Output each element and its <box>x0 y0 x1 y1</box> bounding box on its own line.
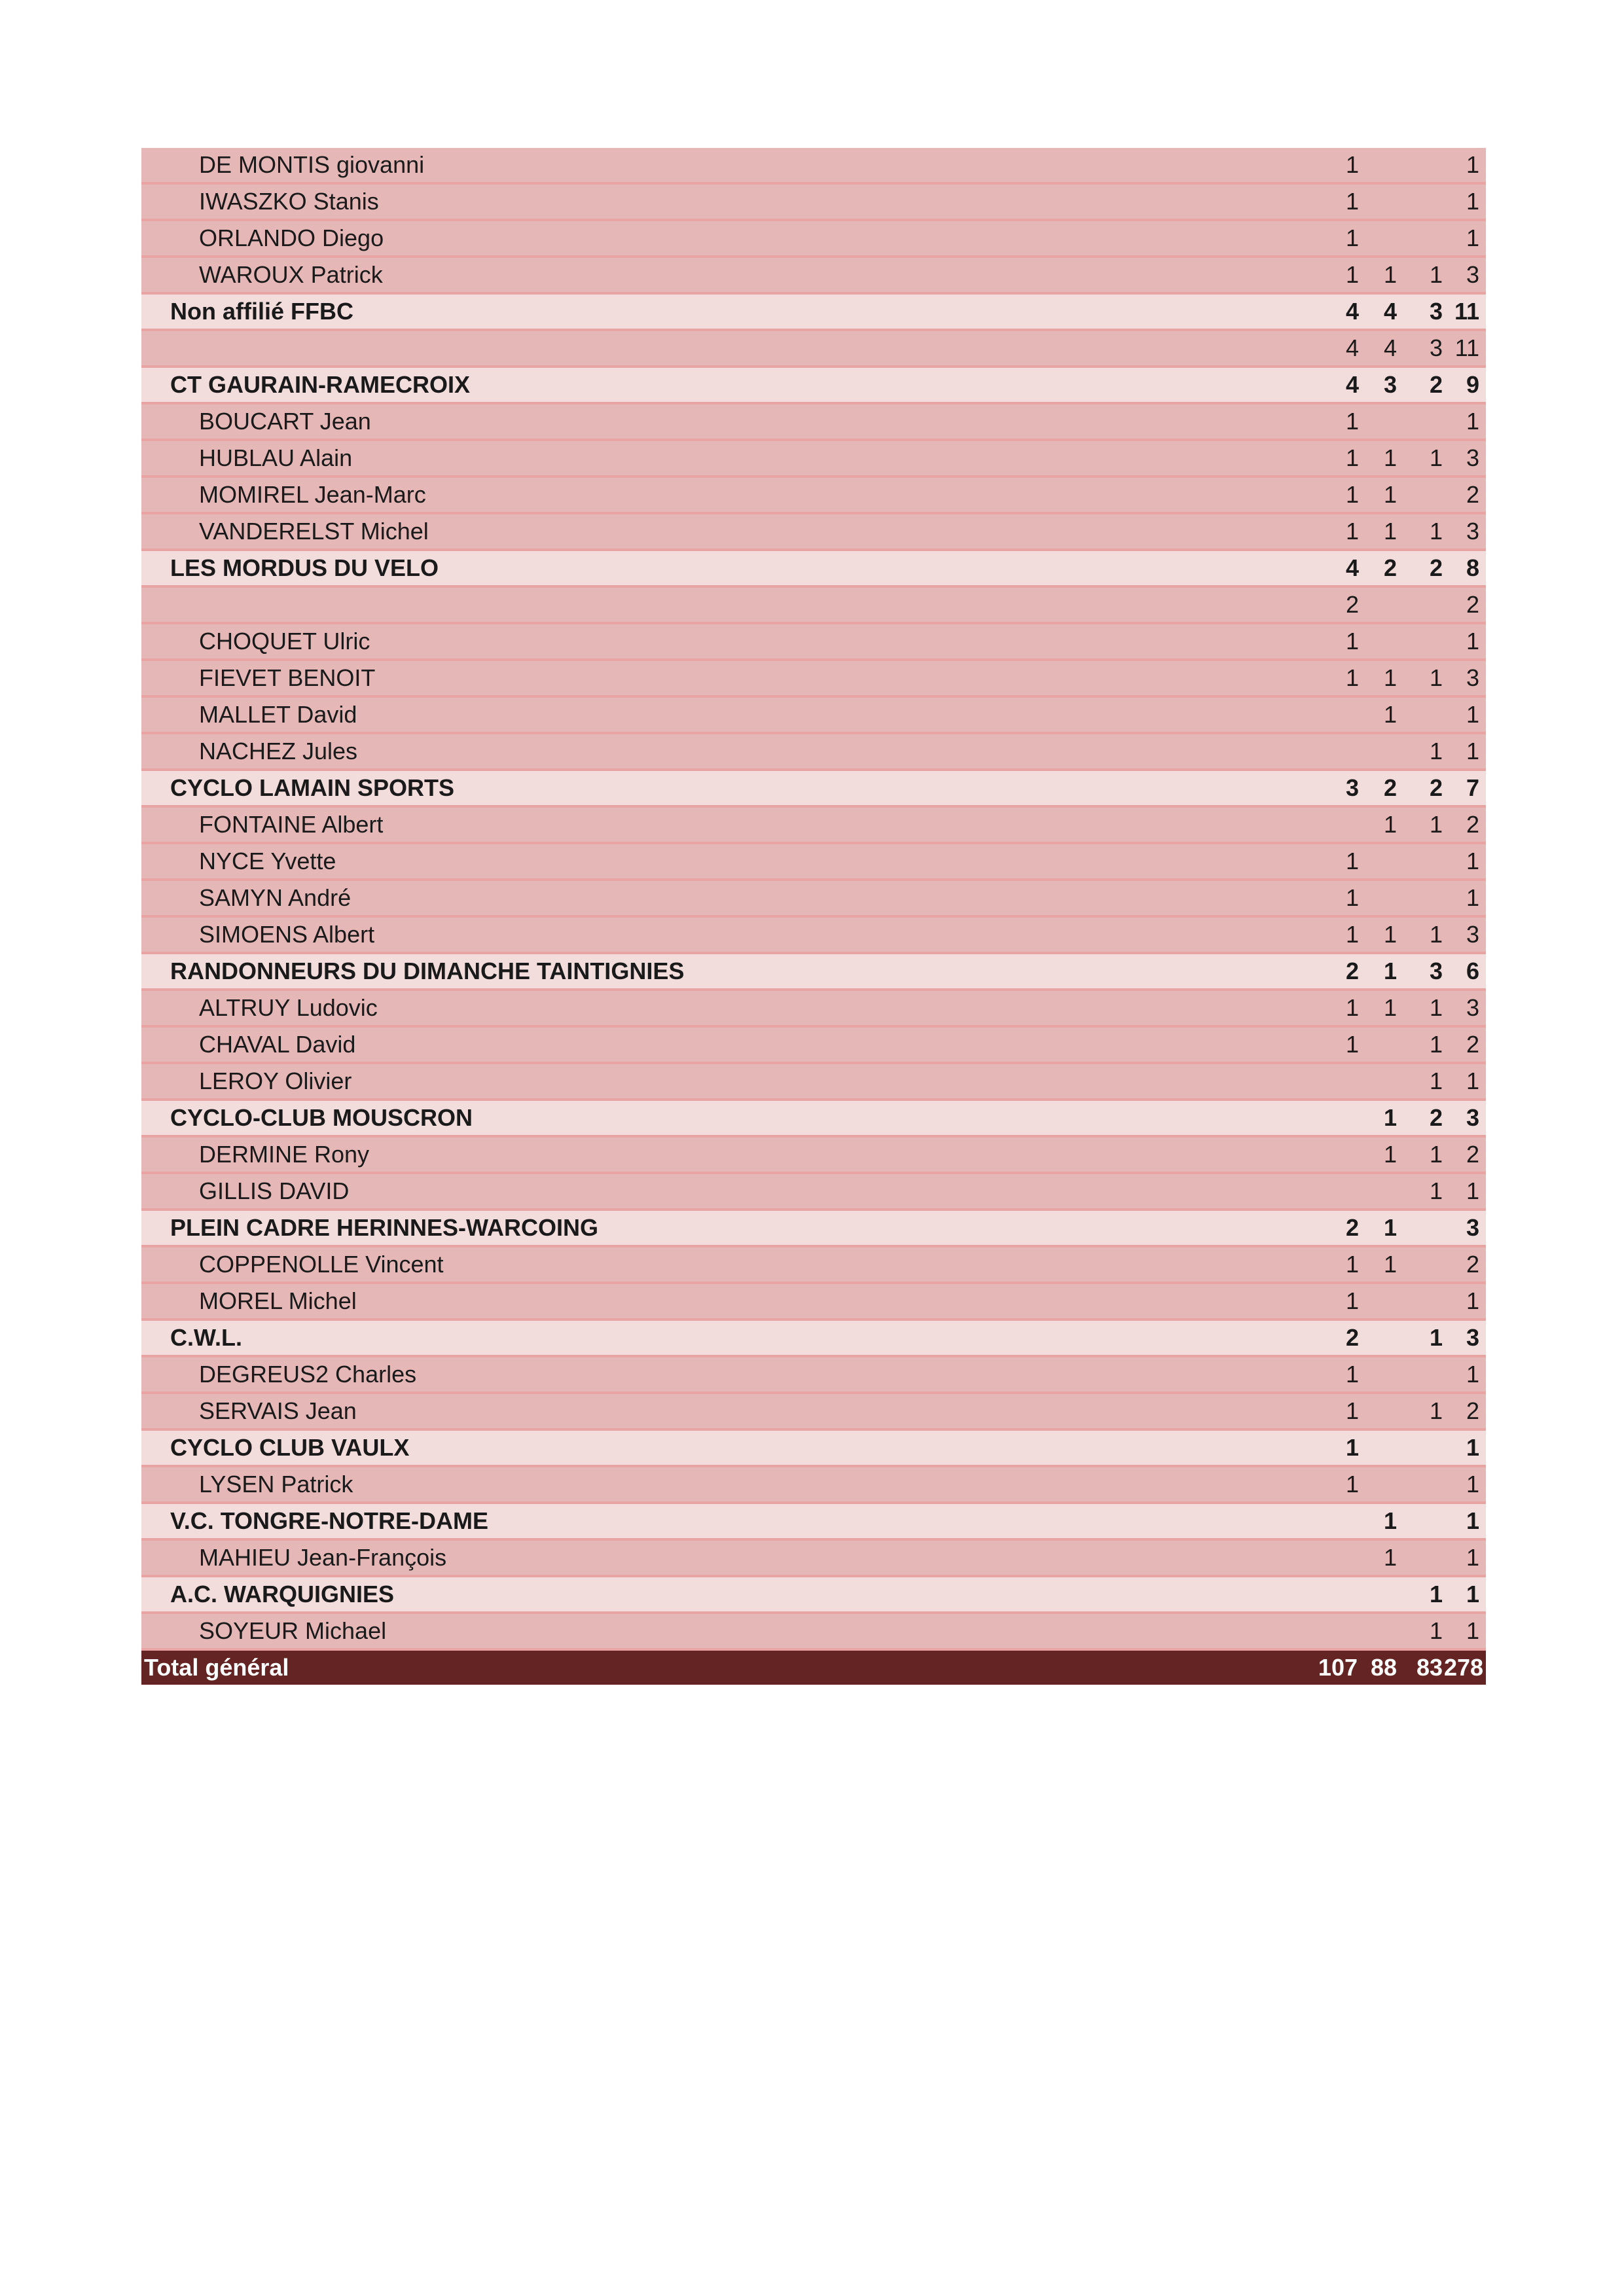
person-row <box>141 844 1486 881</box>
row-name: LYSEN Patrick <box>199 1471 353 1498</box>
club-row <box>141 1101 1486 1138</box>
row-col2: 1 <box>1383 994 1397 1021</box>
row-col3: 1 <box>1429 1067 1443 1094</box>
row-name: CHAVAL David <box>199 1031 356 1058</box>
row-name: CYCLO CLUB VAULX <box>170 1434 410 1461</box>
row-name: FIEVET BENOIT <box>199 664 376 691</box>
row-total: 11 <box>1454 334 1479 361</box>
row-total: 3 <box>1466 1104 1479 1131</box>
row-total: 3 <box>1466 518 1479 545</box>
person-row <box>141 1028 1486 1064</box>
row-name: ALTRUY Ludovic <box>199 994 378 1021</box>
row-total: 1 <box>1466 1471 1479 1498</box>
row-col1: 1 <box>1345 408 1359 435</box>
row-total: 2 <box>1466 1251 1479 1278</box>
club-row <box>141 1211 1486 1247</box>
club-row <box>141 551 1486 588</box>
person-row <box>141 698 1486 734</box>
row-total: 1 <box>1466 1581 1479 1607</box>
row-total: 9 <box>1466 371 1479 398</box>
grand-total-row <box>141 1651 1486 1685</box>
row-total: 1 <box>1466 848 1479 874</box>
person-row <box>141 1541 1486 1577</box>
row-col1: 1 <box>1345 884 1359 911</box>
row-name: C.W.L. <box>170 1324 242 1351</box>
row-total: 1 <box>1466 1434 1479 1461</box>
row-col2: 4 <box>1383 334 1397 361</box>
row-col1: 1 <box>1345 481 1359 508</box>
row-col2: 3 <box>1383 371 1397 398</box>
row-total: 3 <box>1466 921 1479 948</box>
row-name: FONTAINE Albert <box>199 811 384 838</box>
grand-total-col2: 88 <box>1370 1654 1397 1681</box>
row-col2: 2 <box>1383 774 1397 801</box>
row-col3: 3 <box>1429 958 1443 984</box>
person-row <box>141 734 1486 771</box>
row-col3: 1 <box>1429 1141 1443 1168</box>
row-name: DERMINE Rony <box>199 1141 370 1168</box>
club-row <box>141 1504 1486 1541</box>
row-col3: 1 <box>1429 738 1443 764</box>
person-row <box>141 881 1486 918</box>
row-col2: 4 <box>1383 298 1397 325</box>
row-name: NYCE Yvette <box>199 848 336 874</box>
person-row <box>141 1394 1486 1431</box>
row-col3: 1 <box>1429 444 1443 471</box>
person-row <box>141 258 1486 295</box>
row-col1: 3 <box>1345 774 1359 801</box>
club-row <box>141 954 1486 991</box>
row-col2: 2 <box>1383 554 1397 581</box>
row-col2: 1 <box>1383 1544 1397 1571</box>
row-col1: 1 <box>1345 444 1359 471</box>
row-total: 1 <box>1466 188 1479 215</box>
row-col1: 1 <box>1345 1361 1359 1388</box>
row-total: 1 <box>1466 151 1479 178</box>
blank-subtotal-row <box>141 588 1486 624</box>
person-row <box>141 1467 1486 1504</box>
row-name: BOUCART Jean <box>199 408 371 435</box>
row-name: MOREL Michel <box>199 1287 357 1314</box>
row-col3: 1 <box>1429 921 1443 948</box>
row-name: MAHIEU Jean-François <box>199 1544 447 1571</box>
blank-subtotal-row <box>141 331 1486 368</box>
row-col2: 1 <box>1383 1104 1397 1131</box>
row-col3: 1 <box>1429 1031 1443 1058</box>
row-name: CYCLO LAMAIN SPORTS <box>170 774 455 801</box>
person-row <box>141 808 1486 844</box>
row-total: 1 <box>1466 628 1479 655</box>
row-total: 2 <box>1466 481 1479 508</box>
club-row <box>141 771 1486 808</box>
person-row <box>141 148 1486 185</box>
row-total: 2 <box>1466 1141 1479 1168</box>
row-name: Non affilié FFBC <box>170 298 353 325</box>
row-total: 1 <box>1466 1067 1479 1094</box>
row-total: 2 <box>1466 591 1479 618</box>
row-col1: 1 <box>1345 188 1359 215</box>
row-col1: 2 <box>1345 1214 1359 1241</box>
row-col2: 1 <box>1383 701 1397 728</box>
row-total: 1 <box>1466 884 1479 911</box>
row-col3: 1 <box>1429 1581 1443 1607</box>
row-total: 1 <box>1466 1507 1479 1534</box>
row-col2: 1 <box>1383 1251 1397 1278</box>
club-row <box>141 1577 1486 1614</box>
row-name: SOYEUR Michael <box>199 1617 387 1644</box>
club-row <box>141 1431 1486 1467</box>
row-total: 3 <box>1466 1214 1479 1241</box>
row-name: WAROUX Patrick <box>199 261 383 288</box>
row-name: CT GAURAIN-RAMECROIX <box>170 371 470 398</box>
row-col1: 1 <box>1345 921 1359 948</box>
person-row <box>141 624 1486 661</box>
row-col2: 1 <box>1383 921 1397 948</box>
row-name: CYCLO-CLUB MOUSCRON <box>170 1104 473 1131</box>
grand-total-col3: 83 <box>1416 1654 1443 1681</box>
row-name: HUBLAU Alain <box>199 444 353 471</box>
row-total: 1 <box>1466 738 1479 764</box>
club-row <box>141 368 1486 404</box>
row-total: 8 <box>1466 554 1479 581</box>
person-row <box>141 991 1486 1028</box>
row-total: 2 <box>1466 1031 1479 1058</box>
person-row <box>141 1247 1486 1284</box>
row-col1: 1 <box>1345 1471 1359 1498</box>
row-col3: 1 <box>1429 811 1443 838</box>
row-name: GILLIS DAVID <box>199 1177 350 1204</box>
row-name: LES MORDUS DU VELO <box>170 554 439 581</box>
person-row <box>141 514 1486 551</box>
row-col3: 2 <box>1429 1104 1443 1131</box>
row-name: MOMIREL Jean-Marc <box>199 481 426 508</box>
grand-total-col1: 107 <box>1318 1654 1358 1681</box>
row-col3: 2 <box>1429 554 1443 581</box>
row-col2: 1 <box>1383 444 1397 471</box>
row-col2: 1 <box>1383 481 1397 508</box>
row-total: 1 <box>1466 1544 1479 1571</box>
row-col1: 1 <box>1345 224 1359 251</box>
row-name: LEROY Olivier <box>199 1067 352 1094</box>
row-name: COPPENOLLE Vincent <box>199 1251 444 1278</box>
row-total: 1 <box>1466 1361 1479 1388</box>
row-col2: 1 <box>1383 1214 1397 1241</box>
row-total: 3 <box>1466 1324 1479 1351</box>
row-col3: 2 <box>1429 371 1443 398</box>
row-col1: 1 <box>1345 628 1359 655</box>
row-col1: 2 <box>1345 591 1359 618</box>
person-row <box>141 1064 1486 1101</box>
row-name: NACHEZ Jules <box>199 738 358 764</box>
row-col3: 1 <box>1429 1617 1443 1644</box>
row-col1: 4 <box>1345 371 1359 398</box>
row-col2: 1 <box>1383 1507 1397 1534</box>
club-row <box>141 1321 1486 1357</box>
row-col1: 4 <box>1345 298 1359 325</box>
person-row <box>141 661 1486 698</box>
row-col1: 1 <box>1345 1031 1359 1058</box>
row-col1: 4 <box>1345 334 1359 361</box>
row-col3: 1 <box>1429 261 1443 288</box>
person-row <box>141 441 1486 478</box>
row-name: PLEIN CADRE HERINNES-WARCOING <box>170 1214 599 1241</box>
row-total: 11 <box>1454 298 1479 325</box>
row-col1: 4 <box>1345 554 1359 581</box>
row-total: 3 <box>1466 994 1479 1021</box>
club-row <box>141 295 1486 331</box>
row-col1: 1 <box>1345 1287 1359 1314</box>
person-row <box>141 478 1486 514</box>
person-row <box>141 185 1486 221</box>
row-total: 1 <box>1466 701 1479 728</box>
row-col1: 1 <box>1345 994 1359 1021</box>
grand-total-sum: 278 <box>1444 1654 1484 1681</box>
row-col1: 2 <box>1345 958 1359 984</box>
row-col2: 1 <box>1383 261 1397 288</box>
row-name: V.C. TONGRE-NOTRE-DAME <box>170 1507 489 1534</box>
row-name: SIMOENS Albert <box>199 921 375 948</box>
row-name: SERVAIS Jean <box>199 1397 357 1424</box>
person-row <box>141 221 1486 258</box>
row-col3: 1 <box>1429 1324 1443 1351</box>
person-row <box>141 1357 1486 1394</box>
row-total: 3 <box>1466 261 1479 288</box>
row-col1: 1 <box>1345 664 1359 691</box>
row-name: RANDONNEURS DU DIMANCHE TAINTIGNIES <box>170 958 685 984</box>
row-col2: 1 <box>1383 811 1397 838</box>
row-total: 2 <box>1466 811 1479 838</box>
row-col2: 1 <box>1383 518 1397 545</box>
row-col3: 3 <box>1429 298 1443 325</box>
row-name: ORLANDO Diego <box>199 224 384 251</box>
row-name: IWASZKO Stanis <box>199 188 379 215</box>
row-col1: 1 <box>1345 1434 1359 1461</box>
person-row <box>141 1614 1486 1651</box>
row-col2: 1 <box>1383 1141 1397 1168</box>
row-name: SAMYN André <box>199 884 352 911</box>
row-name: A.C. WARQUIGNIES <box>170 1581 395 1607</box>
row-total: 2 <box>1466 1397 1479 1424</box>
row-col3: 2 <box>1429 774 1443 801</box>
person-row <box>141 1174 1486 1211</box>
row-col1: 1 <box>1345 151 1359 178</box>
row-col3: 1 <box>1429 1177 1443 1204</box>
person-row <box>141 1284 1486 1321</box>
row-col2: 1 <box>1383 664 1397 691</box>
row-total: 1 <box>1466 224 1479 251</box>
row-name: DE MONTIS giovanni <box>199 151 425 178</box>
table-body <box>141 148 1486 1651</box>
row-col2: 1 <box>1383 958 1397 984</box>
row-name: MALLET David <box>199 701 357 728</box>
row-name: DEGREUS2 Charles <box>199 1361 417 1388</box>
row-total: 1 <box>1466 1617 1479 1644</box>
row-total: 3 <box>1466 444 1479 471</box>
person-row <box>141 1138 1486 1174</box>
person-row <box>141 918 1486 954</box>
row-name: VANDERELST Michel <box>199 518 429 545</box>
row-col1: 1 <box>1345 1397 1359 1424</box>
grand-total-label: Total général <box>144 1654 289 1681</box>
row-total: 1 <box>1466 1287 1479 1314</box>
row-col1: 1 <box>1345 261 1359 288</box>
row-col1: 2 <box>1345 1324 1359 1351</box>
row-col1: 1 <box>1345 848 1359 874</box>
row-col1: 1 <box>1345 518 1359 545</box>
row-total: 7 <box>1466 774 1479 801</box>
row-total: 1 <box>1466 408 1479 435</box>
row-col3: 3 <box>1429 334 1443 361</box>
row-total: 1 <box>1466 1177 1479 1204</box>
pivot-table <box>141 148 1486 1685</box>
row-col3: 1 <box>1429 518 1443 545</box>
row-total: 3 <box>1466 664 1479 691</box>
row-col3: 1 <box>1429 664 1443 691</box>
row-total: 6 <box>1466 958 1479 984</box>
row-col3: 1 <box>1429 1397 1443 1424</box>
row-name: CHOQUET Ulric <box>199 628 370 655</box>
row-col1: 1 <box>1345 1251 1359 1278</box>
person-row <box>141 404 1486 441</box>
row-col3: 1 <box>1429 994 1443 1021</box>
